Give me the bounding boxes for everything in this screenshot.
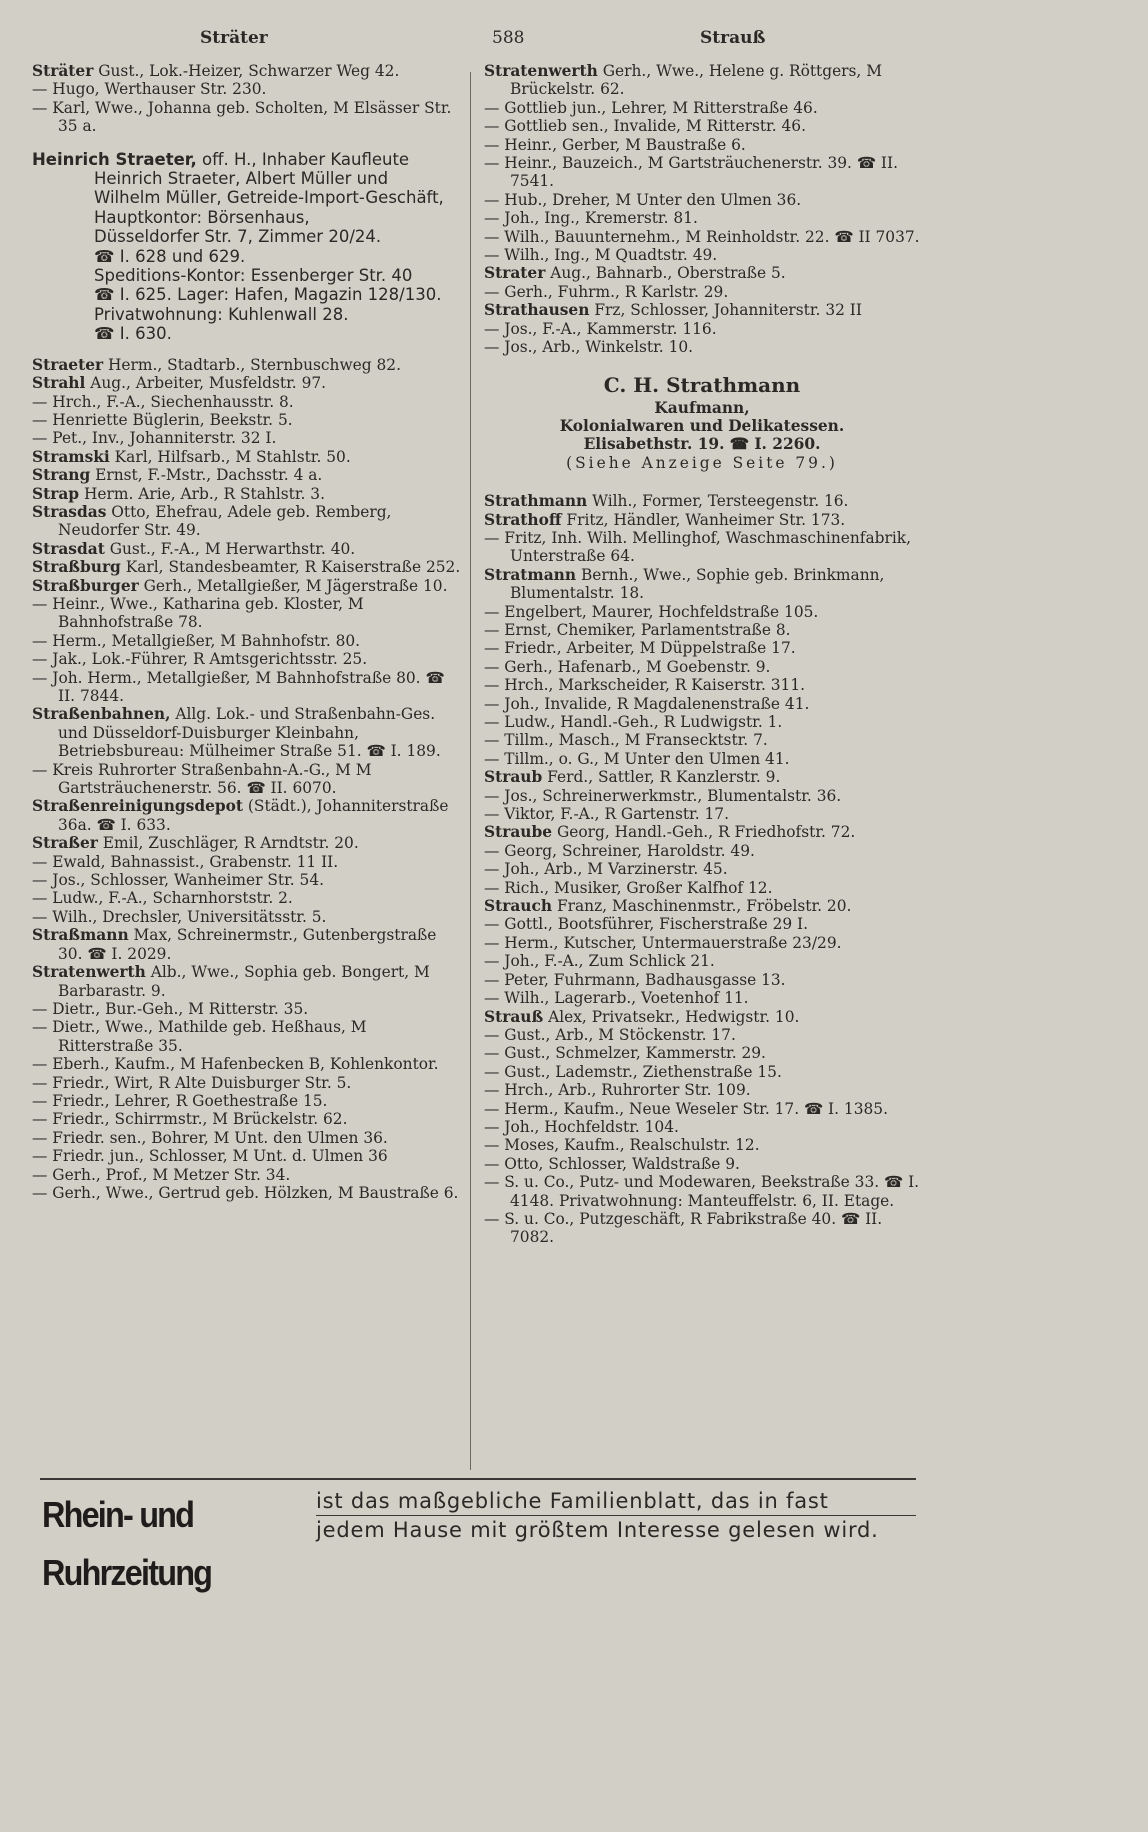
entry-text: — Friedr., Schirrmstr., M Brückelstr. 62. [32, 1110, 348, 1129]
directory-entry [32, 632, 464, 650]
entry-text: — Wilh., Ing., M Quadtstr. 49. [484, 246, 718, 265]
directory-entry [484, 117, 920, 135]
directory-entry [484, 228, 920, 246]
box-reference: (Siehe Anzeige Seite 79.) [566, 453, 838, 472]
directory-entry [32, 1147, 464, 1165]
entry-text: Otto, Ehefrau, Adele geb. Remberg, Neudorfer Str. 49. [58, 502, 392, 540]
entry-text: — Friedr. sen., Bohrer, M Unt. den Ulmen 36. [32, 1128, 388, 1147]
right-entries-top [484, 62, 920, 357]
footer-slogan [316, 1487, 916, 1544]
entry-text: — Gerh., Fuhrm., R Karlstr. 29. [484, 282, 729, 301]
ad-line: Düsseldorfer Str. 7, Zimmer 20/24. [94, 227, 382, 247]
entry-text: — Rich., Musiker, Großer Kalfhof 12. [484, 878, 773, 897]
directory-entry [484, 1081, 920, 1099]
entry-text: — Friedr., Wirt, R Alte Duisburger Str. 5. [32, 1073, 352, 1092]
directory-entry [32, 356, 464, 374]
directory-entry [484, 695, 920, 713]
entry-surname: Strasdas [32, 502, 107, 521]
entry-text: — Friedr. jun., Schlosser, M Unt. d. Ulmen 36 [32, 1147, 388, 1166]
entry-text: — Gust., Arb., M Stöckenstr. 17. [484, 1025, 736, 1044]
directory-entry [32, 1166, 464, 1184]
entry-surname: Strang [32, 466, 91, 485]
entry-text: Herm., Stadtarb., Sternbuschweg 82. [103, 355, 401, 374]
entry-text: Ferd., Sattler, R Kanzlerstr. 9. [542, 768, 781, 787]
entry-surname: Strasdat [32, 539, 105, 558]
entry-text: — Eberh., Kaufm., M Hafenbecken B, Kohlenkontor. [32, 1055, 439, 1074]
directory-entry [484, 787, 920, 805]
entry-text: — Joh., Arb., M Varzinerstr. 45. [484, 860, 728, 879]
entry-text: — Jak., Lok.-Führer, R Amtsgerichtsstr. 25. [32, 650, 368, 669]
directory-entry [484, 713, 920, 731]
entry-text: — Otto, Schlosser, Waldstraße 9. [484, 1154, 740, 1173]
directory-entry [32, 853, 464, 871]
directory-entry [32, 62, 464, 80]
directory-entry [484, 566, 920, 603]
entry-text: — Gerh., Prof., M Metzer Str. 34. [32, 1165, 291, 1184]
entry-text: — S. u. Co., Putzgeschäft, R Fabrikstraße 40. ☎ II. 7082. [484, 1209, 883, 1247]
header-right-keyword: Strauß [700, 28, 766, 48]
right-entries-bottom [484, 492, 920, 1247]
directory-entry [484, 136, 920, 154]
left-column [32, 62, 464, 1202]
entry-text: — Heinr., Gerber, M Baustraße 6. [484, 135, 746, 154]
entry-text: Allg. Lok.- und Straßenbahn-Ges. und Düsseldorf-Duisburger Kleinbahn, Betriebsbureau: Mülheimer Straße 51. ☎ I. 189. [58, 705, 441, 761]
entry-text: Georg, Handl.-Geh., R Friedhofstr. 72. [552, 823, 856, 842]
entry-surname: Straube [484, 823, 553, 842]
entry-text: — Gottlieb jun., Lehrer, M Ritterstraße 46. [484, 98, 818, 117]
directory-entry [484, 154, 920, 191]
directory-entry [484, 246, 920, 264]
entry-text: — Jos., Arb., Winkelstr. 10. [484, 338, 694, 357]
directory-entry [484, 511, 920, 529]
entry-text: Karl, Hilfsarb., M Stahlstr. 50. [109, 447, 351, 466]
entry-text: Fritz, Händler, Wanheimer Str. 173. [561, 510, 846, 529]
directory-entry [32, 374, 464, 392]
directory-entry [484, 897, 920, 915]
entry-text: — Herm., Kutscher, Untermauerstraße 23/29. [484, 933, 842, 952]
entry-text: — Wilh., Bauunternehm., M Reinholdstr. 22. ☎ II 7037. [484, 227, 920, 246]
directory-entry [484, 209, 920, 227]
entry-text: Gerh., Wwe., Helene g. Röttgers, M Brückelstr. 62. [510, 62, 882, 99]
entry-text: Gust., F.-A., M Herwarthstr. 40. [104, 539, 356, 558]
entry-surname: Straßer [32, 834, 98, 853]
ad-company-name: Heinrich Straeter, [32, 149, 197, 169]
directory-entry [484, 1155, 920, 1173]
directory-entry [32, 411, 464, 429]
entry-surname: Strap [32, 484, 80, 503]
directory-entry [484, 264, 920, 282]
directory-entry [484, 338, 920, 356]
entry-text: Gust., Lok.-Heizer, Schwarzer Weg 42. [93, 62, 400, 80]
directory-entry [484, 99, 920, 117]
slogan-line: ist das maßgebliche Familienblatt, das in fast [316, 1489, 829, 1513]
ad-line: Wilhelm Müller, Getreide-Import-Geschäft, Hauptkontor: Börsenhaus, [94, 188, 444, 227]
entry-text: — Viktor, F.-A., R Gartenstr. 17. [484, 805, 729, 824]
entry-text: — Tillm., o. G., M Unter den Ulmen 41. [484, 749, 790, 768]
directory-entry [484, 658, 920, 676]
entry-text: — Jos., Schreinerwerkmstr., Blumentalstr. 36. [484, 786, 842, 805]
right-column [484, 62, 920, 1247]
directory-entry [32, 1074, 464, 1092]
directory-entry [32, 761, 464, 798]
entry-text: — Gust., Lademstr., Ziethenstraße 15. [484, 1062, 782, 1081]
entry-text: — Peter, Fuhrmann, Badhausgasse 13. [484, 970, 786, 989]
left-entries-top [32, 62, 464, 136]
entry-text: Aug., Bahnarb., Oberstraße 5. [545, 264, 786, 283]
entry-text: Frz, Schlosser, Johanniterstr. 32 II [589, 301, 862, 320]
entry-text: — Hub., Dreher, M Unter den Ulmen 36. [484, 190, 802, 209]
directory-entry [32, 669, 464, 706]
directory-entry [32, 1055, 464, 1073]
entry-text: Max, Schreinermstr., Gutenbergstraße 30. ☎ I. 2029. [58, 926, 437, 963]
directory-entry [32, 797, 464, 834]
entry-surname: Strathoff [484, 510, 562, 529]
entry-text: Alex, Privatsekr., Hedwigstr. 10. [543, 1007, 800, 1026]
directory-entry [32, 908, 464, 926]
entry-text: — S. u. Co., Putz- und Modewaren, Beekstraße 33. ☎ I. 4148. Privatwohnung: Manteuffelstr. 6, II. Etage. [484, 1173, 920, 1210]
directory-entry [484, 1118, 920, 1136]
directory-entry [32, 485, 464, 503]
directory-entry [32, 926, 464, 963]
entry-text: — Jos., Schlosser, Wanheimer Str. 54. [32, 871, 325, 890]
entry-text: — Pet., Inv., Johanniterstr. 32 I. [32, 429, 277, 448]
entry-text: Alb., Wwe., Sophia geb. Bongert, M Barbarastr. 9. [58, 963, 430, 1000]
entry-surname: Straßburg [32, 558, 121, 577]
directory-entry [32, 1018, 464, 1055]
entry-surname: Stratmann [484, 565, 577, 584]
entry-text: Bernh., Wwe., Sophie geb. Brinkmann, Blumentalstr. 18. [510, 565, 885, 603]
entry-text: — Fritz, Inh. Wilh. Mellinghof, Waschmaschinenfabrik, Unterstraße 64. [484, 528, 911, 566]
directory-entry [32, 558, 464, 576]
directory-entry [484, 879, 920, 897]
entry-text: — Joh., Hochfeldstr. 104. [484, 1117, 679, 1136]
directory-entry [484, 283, 920, 301]
directory-entry [484, 842, 920, 860]
column-divider [470, 72, 471, 1470]
directory-entry [484, 1063, 920, 1081]
directory-entry [484, 1044, 920, 1062]
entry-text: — Gottlieb sen., Invalide, M Ritterstr. 46. [484, 117, 806, 136]
entry-surname: Stratenwerth [484, 62, 598, 80]
entry-text: — Ewald, Bahnassist., Grabenstr. 11 II. [32, 852, 339, 871]
entry-text: — Joh., Ing., Kremerstr. 81. [484, 209, 698, 228]
entry-text: Karl, Standesbeamter, R Kaiserstraße 252. [120, 558, 461, 577]
entry-text: — Ernst, Chemiker, Parlamentstraße 8. [484, 620, 791, 639]
directory-entry [484, 639, 920, 657]
entry-text: — Georg, Schreiner, Haroldstr. 49. [484, 841, 755, 860]
directory-entry [484, 1100, 920, 1118]
ad-first-line [32, 150, 464, 169]
entry-text: Emil, Zuschläger, R Arndtstr. 20. [97, 834, 359, 853]
entry-surname: Straßburger [32, 576, 139, 595]
directory-entry [484, 301, 920, 319]
directory-entry [32, 871, 464, 889]
entry-text: — Heinr., Wwe., Katharina geb. Kloster, M Bahnhofstraße 78. [32, 594, 364, 632]
directory-entry [484, 1026, 920, 1044]
ad-phone-line: ☎ I. 628 und 629. [94, 246, 246, 266]
entry-text: — Dietr., Bur.-Geh., M Ritterstr. 35. [32, 999, 309, 1018]
directory-entry [32, 429, 464, 447]
entry-surname: Straßenreinigungsdepot [32, 797, 244, 816]
entry-text: — Henriette Büglerin, Beekstr. 5. [32, 410, 293, 429]
straeter-advertisement [32, 150, 464, 344]
entry-text: — Friedr., Lehrer, R Goethestraße 15. [32, 1091, 328, 1110]
directory-entry [32, 1184, 464, 1202]
entry-surname: Stratenwerth [32, 963, 146, 982]
directory-entry [32, 448, 464, 466]
directory-entry [484, 676, 920, 694]
directory-entry [32, 577, 464, 595]
directory-entry [484, 915, 920, 933]
directory-entry [484, 1136, 920, 1154]
entry-text: — Hrch., F.-A., Siechenhausstr. 8. [32, 392, 294, 411]
entry-text: — Joh. Herm., Metallgießer, M Bahnhofstraße 80. ☎ II. 7844. [32, 668, 445, 705]
box-line: Kaufmann, [654, 398, 750, 417]
entry-surname: Sträter [32, 62, 94, 80]
entry-text: — Hrch., Markscheider, R Kaiserstr. 311. [484, 676, 805, 695]
entry-text: — Moses, Kaufm., Realschulstr. 12. [484, 1136, 760, 1155]
directory-entry [484, 1008, 920, 1026]
directory-entry [32, 1110, 464, 1128]
entry-text: — Joh., F.-A., Zum Schlick 21. [484, 952, 715, 971]
directory-entry [32, 834, 464, 852]
directory-entry [32, 466, 464, 484]
entry-text: — Hugo, Werthauser Str. 230. [32, 80, 267, 99]
directory-entry [484, 191, 920, 209]
directory-entry [484, 952, 920, 970]
entry-text: — Karl, Wwe., Johanna geb. Scholten, M Elsässer Str. 35 a. [32, 98, 452, 136]
entry-text: Herm. Arie, Arb., R Stahlstr. 3. [79, 484, 325, 503]
box-title: C. H. Strathmann [603, 372, 801, 397]
directory-entry [484, 823, 920, 841]
slogan-line: jedem Hause mit größtem Interesse gelesen wird. [316, 1515, 916, 1544]
entry-surname: Straub [484, 768, 543, 787]
directory-entry [32, 705, 464, 760]
directory-entry [484, 621, 920, 639]
newspaper-logo: Rhein- und Ruhrzeitung [42, 1494, 212, 1593]
directory-entry [484, 989, 920, 1007]
entry-surname: Strathausen [484, 301, 590, 320]
entry-surname: Strauch [484, 897, 553, 916]
directory-entry [32, 540, 464, 558]
entry-text: — Gerh., Wwe., Gertrud geb. Hölzken, M Baustraße 6. [32, 1183, 459, 1202]
ad-line: off. H., Inhaber Kaufleute [196, 149, 410, 169]
entry-text: — Kreis Ruhrorter Straßenbahn-A.-G., M M Gartsträuchenerstr. 56. ☎ II. 6070. [32, 760, 372, 798]
entry-text: Franz, Maschinenmstr., Fröbelstr. 20. [552, 897, 852, 916]
entry-surname: Strater [484, 264, 546, 283]
entry-text: Wilh., Former, Tersteegenstr. 16. [587, 492, 849, 511]
entry-text: — Hrch., Arb., Ruhrorter Str. 109. [484, 1081, 751, 1100]
directory-entry [32, 963, 464, 1000]
entry-text: — Gottl., Bootsführer, Fischerstraße 29 I. [484, 915, 809, 934]
box-line: Kolonialwaren und Delikatessen. [559, 416, 845, 435]
page-number: 588 [492, 28, 525, 48]
directory-entry [484, 529, 920, 566]
directory-entry [32, 80, 464, 98]
entry-surname: Stramski [32, 447, 110, 466]
entry-text: — Herm., Metallgießer, M Bahnhofstr. 80. [32, 631, 361, 650]
entry-text: — Dietr., Wwe., Mathilde geb. Heßhaus, M Ritterstraße 35. [32, 1018, 367, 1055]
directory-entry [484, 320, 920, 338]
directory-entry [32, 393, 464, 411]
entry-surname: Strauß [484, 1007, 544, 1026]
entry-text: — Engelbert, Maurer, Hochfeldstraße 105. [484, 602, 819, 621]
page-header [40, 28, 912, 54]
directory-entry [484, 750, 920, 768]
entry-surname: Straßmann [32, 926, 129, 945]
directory-entry [484, 860, 920, 878]
ad-phone-line: ☎ I. 625. Lager: Hafen, Magazin 128/130. [94, 285, 442, 305]
directory-entry [484, 731, 920, 749]
entry-text: — Jos., F.-A., Kammerstr. 116. [484, 319, 717, 338]
directory-entry [484, 603, 920, 621]
entry-text: — Wilh., Drechsler, Universitätsstr. 5. [32, 907, 327, 926]
entry-text: Aug., Arbeiter, Musfeldstr. 97. [85, 374, 327, 393]
entry-text: — Heinr., Bauzeich., M Gartsträuchenerstr. 39. ☎ II. 7541. [484, 154, 898, 191]
strathmann-advertisement [484, 371, 920, 473]
entry-text: Gerh., Metallgießer, M Jägerstraße 10. [138, 576, 448, 595]
entry-text: Ernst, F.-Mstr., Dachsstr. 4 a. [90, 466, 323, 485]
entry-surname: Strahl [32, 374, 86, 393]
entry-text: — Ludw., Handl.-Geh., R Ludwigstr. 1. [484, 713, 783, 731]
ad-line: Privatwohnung: Kuhlenwall 28. [94, 304, 349, 324]
entry-text: — Ludw., F.-A., Scharnhorststr. 2. [32, 889, 293, 908]
directory-entry [484, 492, 920, 510]
ad-line: Heinrich Straeter, Albert Müller und [94, 169, 389, 189]
directory-entry [484, 971, 920, 989]
entry-text: (Städt.), Johanniterstraße 36a. ☎ I. 633. [58, 797, 449, 834]
entry-surname: Straßenbahnen, [32, 705, 171, 724]
directory-entry [32, 1000, 464, 1018]
directory-entry [32, 503, 464, 540]
entry-text: — Herm., Kaufm., Neue Weseler Str. 17. ☎ I. 1385. [484, 1099, 888, 1118]
directory-entry [32, 99, 464, 136]
directory-entry [32, 595, 464, 632]
entry-text: — Friedr., Arbeiter, M Düppelstraße 17. [484, 639, 796, 658]
entry-surname: Straeter [32, 355, 104, 374]
directory-entry [484, 805, 920, 823]
entry-text: — Joh., Invalide, R Magdalenenstraße 41. [484, 694, 810, 713]
ad-phone-line: ☎ I. 630. [94, 324, 172, 344]
entry-text: — Gust., Schmelzer, Kammerstr. 29. [484, 1044, 766, 1063]
directory-entry [32, 1092, 464, 1110]
entry-text: — Gerh., Hafenarb., M Goebenstr. 9. [484, 657, 771, 676]
left-entries-bottom [32, 356, 464, 1203]
directory-entry [484, 1210, 920, 1247]
directory-entry [484, 934, 920, 952]
entry-text: — Wilh., Lagerarb., Voetenhof 11. [484, 989, 749, 1008]
directory-entry [32, 650, 464, 668]
directory-entry [484, 1173, 920, 1210]
box-address-phone: Elisabethstr. 19. ☎ I. 2260. [583, 435, 821, 454]
entry-surname: Strathmann [484, 492, 588, 511]
ad-line: Speditions-Kontor: Essenberger Str. 40 [94, 266, 413, 286]
footer-rule [40, 1478, 916, 1480]
directory-entry [484, 62, 920, 99]
footer-advertisement [40, 1484, 916, 1593]
header-left-keyword: Sträter [200, 28, 268, 48]
directory-entry [484, 768, 920, 786]
directory-entry [32, 1129, 464, 1147]
entry-text: — Tillm., Masch., M Fransecktstr. 7. [484, 731, 768, 750]
directory-entry [32, 889, 464, 907]
